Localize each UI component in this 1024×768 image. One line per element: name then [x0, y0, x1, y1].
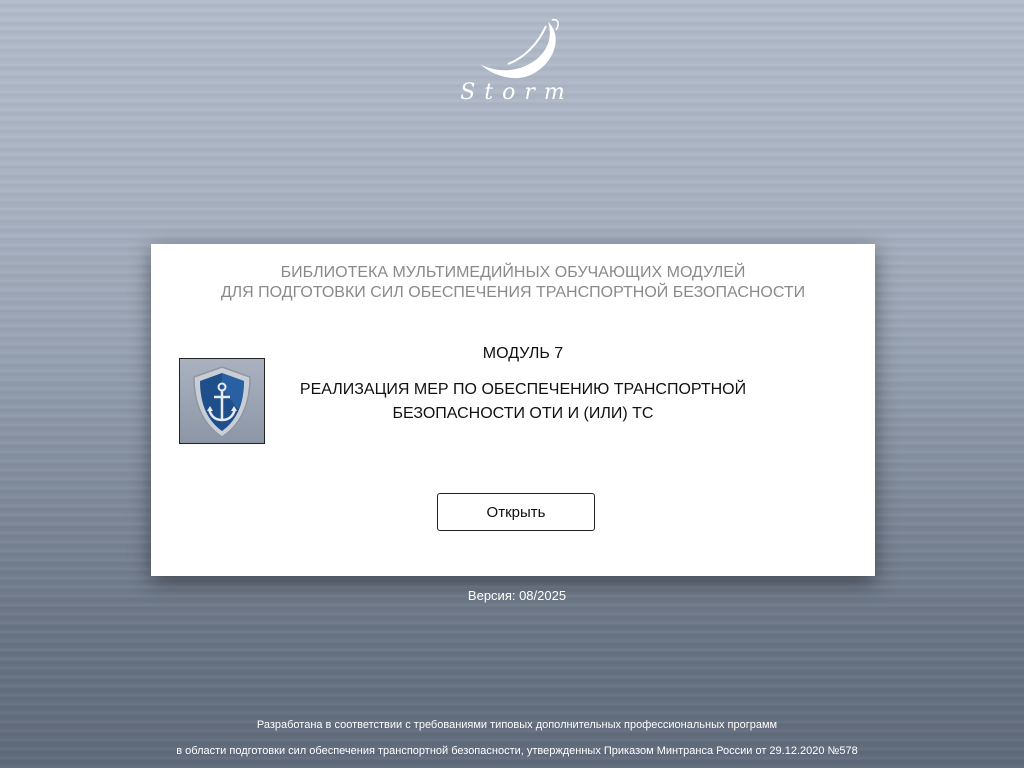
- footer-line1: Разработана в соответствии с требованиями типовых дополнительных профессиональных программ: [256, 719, 778, 731]
- module-title-line1: РЕАЛИЗАЦИЯ МЕР ПО ОБЕСПЕЧЕНИЮ ТРАНСПОРТНОЙ: [299, 381, 747, 398]
- library-title-line1: БИБЛИОТЕКА МУЛЬТИМЕДИЙНЫХ ОБУЧАЮЩИХ МОДУЛЕЙ: [280, 264, 746, 281]
- library-title: [151, 263, 875, 303]
- storm-logo: [452, 14, 582, 114]
- anchor-shield-icon: [179, 358, 265, 444]
- open-button[interactable]: Открыть: [437, 493, 595, 531]
- module-title-line2: БЕЗОПАСНОСТИ ОТИ И (ИЛИ) ТС: [392, 405, 654, 422]
- module-card: [151, 244, 875, 576]
- version-text: Версия: 08/2025: [467, 588, 567, 603]
- footer-line2: в области подготовки сил обеспечения транспортной безопасности, утвержденных Приказом Минтранса России от 29.12.2020 №578: [176, 745, 858, 757]
- logo-text: Storm: [460, 80, 574, 105]
- module-title: [251, 378, 795, 426]
- module-number: МОДУЛЬ 7: [482, 345, 564, 362]
- library-title-line2: ДЛЯ ПОДГОТОВКИ СИЛ ОБЕСПЕЧЕНИЯ ТРАНСПОРТНОЙ БЕЗОПАСНОСТИ: [220, 284, 806, 301]
- storm-wave-icon: [452, 14, 582, 84]
- footer-text: [0, 712, 1024, 764]
